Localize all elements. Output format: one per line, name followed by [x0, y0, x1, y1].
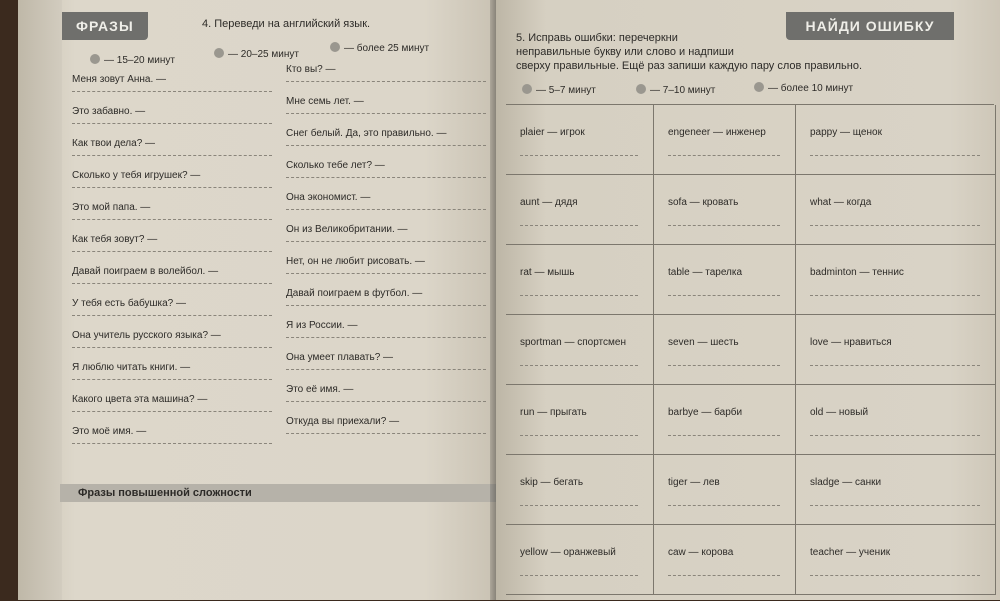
phrase-text: Как тебя зовут? —	[72, 234, 158, 245]
left-page	[18, 0, 496, 600]
phrase-text: Как твои дела? —	[72, 138, 156, 149]
phrase-text: Я люблю читать книги. —	[72, 362, 191, 373]
table-cell	[506, 315, 654, 385]
answer-line[interactable]	[286, 177, 486, 178]
phrase-text: Я из России. —	[286, 320, 358, 331]
table-cell	[654, 525, 796, 595]
word-pair: tiger — лев	[668, 477, 720, 488]
answer-line[interactable]	[668, 365, 780, 366]
answer-line[interactable]	[72, 91, 272, 92]
answer-line[interactable]	[520, 225, 638, 226]
phrase-text: Нет, он не любит рисовать. —	[286, 256, 425, 267]
answer-line[interactable]	[286, 273, 486, 274]
phrase-text: Давай поиграем в футбол. —	[286, 288, 423, 299]
word-pair: old — новый	[810, 407, 869, 418]
answer-line[interactable]	[520, 575, 638, 576]
word-pair: seven — шесть	[668, 337, 739, 348]
word-pair: badminton — теннис	[810, 267, 904, 278]
answer-line[interactable]	[810, 295, 980, 296]
phrase-text: Снег белый. Да, это правильно. —	[286, 128, 447, 139]
timer-3: — более 25 минут	[330, 42, 429, 54]
answer-line[interactable]	[286, 113, 486, 114]
word-pair: teacher — ученик	[810, 547, 891, 558]
table-cell	[654, 385, 796, 455]
answer-line[interactable]	[668, 225, 780, 226]
phrase-text: Кто вы? —	[286, 64, 336, 75]
word-pair: sportman — спортсмен	[520, 337, 626, 348]
smiley-icon	[330, 42, 340, 52]
table-cell	[796, 175, 996, 245]
table-cell	[796, 385, 996, 455]
smiley-icon	[636, 84, 646, 94]
phrase-text: Это моё имя. —	[72, 426, 147, 437]
table-cell	[654, 175, 796, 245]
table-cell	[796, 525, 996, 595]
smiley-icon	[90, 54, 100, 64]
answer-line[interactable]	[286, 81, 486, 82]
word-pairs-table	[506, 104, 994, 601]
answer-line[interactable]	[810, 435, 980, 436]
word-pair: skip — бегать	[520, 477, 584, 488]
word-pair: caw — корова	[668, 547, 734, 558]
task-5-line-3: сверху правильные. Ещё раз запиши каждую пару слов правильно.	[516, 60, 863, 72]
phrase-text: Это забавно. —	[72, 106, 146, 117]
phrase-text: Он из Великобритании. —	[286, 224, 408, 235]
left-margin-strip	[18, 0, 62, 600]
table-cell	[654, 245, 796, 315]
task-4-title: 4. Переведи на английский язык.	[202, 18, 371, 30]
timer-2: — 20–25 минут	[214, 48, 299, 60]
right-page	[496, 0, 1000, 600]
phrase-text: Давай поиграем в волейбол. —	[72, 266, 219, 277]
table-cell	[654, 455, 796, 525]
answer-line[interactable]	[286, 337, 486, 338]
phrase-text: Это её имя. —	[286, 384, 354, 395]
table-cell	[796, 315, 996, 385]
timer-1: — 5–7 минут	[522, 84, 596, 96]
table-cell	[506, 525, 654, 595]
word-pair: run — прыгать	[520, 407, 587, 418]
smiley-icon	[754, 82, 764, 92]
answer-line[interactable]	[72, 411, 272, 412]
answer-line[interactable]	[810, 505, 980, 506]
table-cell	[796, 455, 996, 525]
answer-line[interactable]	[520, 295, 638, 296]
answer-line[interactable]	[72, 379, 272, 380]
answer-line[interactable]	[668, 505, 780, 506]
answer-line[interactable]	[72, 283, 272, 284]
table-cell	[506, 455, 654, 525]
table-cell	[654, 105, 796, 175]
smiley-icon	[522, 84, 532, 94]
phrase-text: Какого цвета эта машина? —	[72, 394, 208, 405]
word-pair: table — тарелка	[668, 267, 743, 278]
phrase-text: Она учитель русского языка? —	[72, 330, 221, 341]
answer-line[interactable]	[810, 225, 980, 226]
answer-line[interactable]	[810, 155, 980, 156]
answer-line[interactable]	[286, 145, 486, 146]
table-cell	[796, 105, 996, 175]
phrase-text: Мне семь лет. —	[286, 96, 364, 107]
word-pair: sladge — санки	[810, 477, 882, 488]
phrase-text: Откуда вы приехали? —	[286, 416, 400, 427]
answer-line[interactable]	[286, 401, 486, 402]
phrase-text: Она экономист. —	[286, 192, 371, 203]
answer-line[interactable]	[520, 365, 638, 366]
answer-line[interactable]	[810, 575, 980, 576]
phrase-text: Меня зовут Анна. —	[72, 74, 167, 85]
answer-line[interactable]	[72, 347, 272, 348]
section-tag-phrases: ФРАЗЫ	[62, 12, 148, 40]
section-tag-find-error: НАЙДИ ОШИБКУ	[786, 12, 954, 40]
word-pair: rat — мышь	[520, 267, 575, 278]
answer-line[interactable]	[520, 505, 638, 506]
answer-line[interactable]	[72, 251, 272, 252]
task-5-line-1: 5. Исправь ошибки: перечеркни	[516, 32, 678, 44]
answer-line[interactable]	[286, 369, 486, 370]
word-pair: yellow — оранжевый	[520, 547, 616, 558]
task-5-line-2: неправильные букву или слово и надпиши	[516, 46, 734, 58]
word-pair: sofa — кровать	[668, 197, 739, 208]
phrase-text: Сколько тебе лет? —	[286, 160, 385, 171]
answer-line[interactable]	[286, 305, 486, 306]
word-pair: pappy — щенок	[810, 127, 882, 138]
timer-2: — 7–10 минут	[636, 84, 715, 96]
phrase-text: У тебя есть бабушка? —	[72, 298, 186, 309]
table-cell	[506, 105, 654, 175]
answer-line[interactable]	[286, 209, 486, 210]
table-cell	[796, 245, 996, 315]
phrase-text: Она умеет плавать? —	[286, 352, 394, 363]
table-cell	[506, 245, 654, 315]
answer-line[interactable]	[72, 219, 272, 220]
word-pair: love — нравиться	[810, 337, 892, 348]
answer-line[interactable]	[668, 295, 780, 296]
answer-line[interactable]	[668, 435, 780, 436]
answer-line[interactable]	[668, 575, 780, 576]
word-pair: what — когда	[810, 197, 872, 208]
table-cell	[506, 175, 654, 245]
answer-line[interactable]	[72, 155, 272, 156]
phrase-text: Это мой папа. —	[72, 202, 151, 213]
answer-line[interactable]	[520, 155, 638, 156]
answer-line[interactable]	[72, 443, 272, 444]
word-pair: engeneer — инженер	[668, 127, 766, 138]
timer-1: — 15–20 минут	[90, 54, 175, 66]
answer-line[interactable]	[72, 315, 272, 316]
answer-line[interactable]	[810, 365, 980, 366]
table-cell	[654, 315, 796, 385]
word-pair: barbye — барби	[668, 407, 743, 418]
answer-line[interactable]	[286, 433, 486, 434]
answer-line[interactable]	[520, 435, 638, 436]
answer-line[interactable]	[72, 187, 272, 188]
answer-line[interactable]	[286, 241, 486, 242]
phrase-text: Сколько у тебя игрушек? —	[72, 170, 201, 181]
advanced-section-title: Фразы повышенной сложности	[78, 487, 252, 499]
answer-line[interactable]	[72, 123, 272, 124]
answer-line[interactable]	[668, 155, 780, 156]
table-cell	[506, 385, 654, 455]
word-pair: aunt — дядя	[520, 197, 578, 208]
timer-3: — более 10 минут	[754, 82, 853, 94]
word-pair: plaier — игрок	[520, 127, 585, 138]
smiley-icon	[214, 48, 224, 58]
